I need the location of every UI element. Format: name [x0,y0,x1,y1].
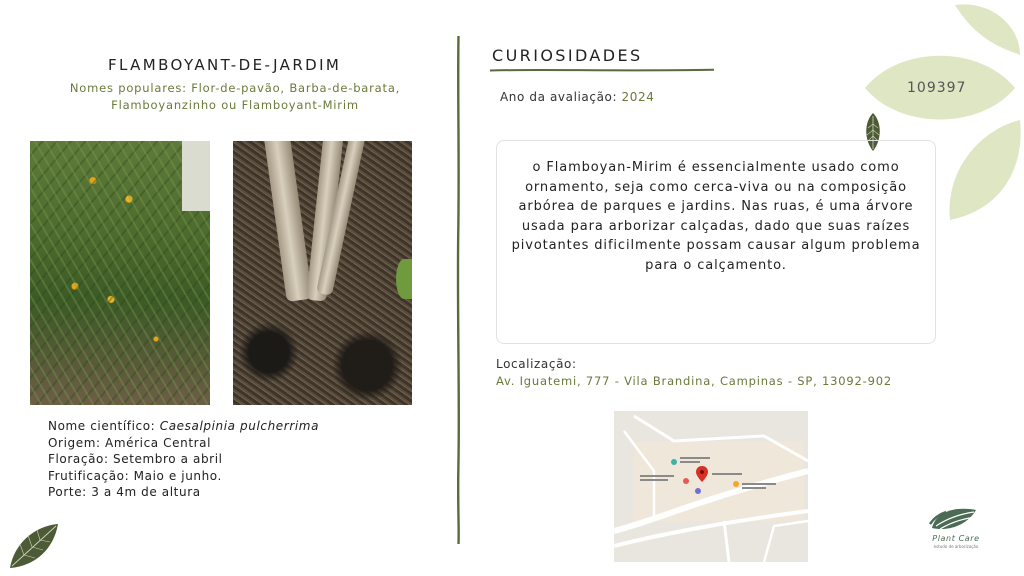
size: Porte: 3 a 4m de altura [48,485,201,500]
scientific-name: Nome científico: Caesalpinia pulcherrima [48,419,320,433]
poi-marker[interactable] [695,488,701,494]
poi-marker[interactable] [683,478,689,484]
scientific-name-value: Caesalpinia pulcherrima [159,419,320,433]
curiosities-title: CURIOSIDADES [492,46,643,65]
plant-photo-flowers [30,141,210,405]
origin: Origem: América Central [48,435,212,450]
location-label: Localização: [496,357,577,371]
plant-photo-trunk [233,141,412,405]
fruiting: Frutificação: Maio e junho. [48,468,222,483]
title-underline [490,67,714,73]
popular-names: Nomes populares: Flor-de-pavão, Barba-de-barata, Flamboyanzinho ou Flamboyant-Mirim [69,81,401,112]
column-divider [456,36,461,544]
poi-marker[interactable] [733,481,739,487]
plant-title: FLAMBOYANT-DE-JARDIM [108,56,342,74]
flowering: Floração: Setembro a abril [48,452,223,467]
brand-tagline: estudo de arborização [933,544,979,549]
evaluation-year: Ano da avaliação: 2024 [500,90,655,104]
leaf-icon [6,522,60,570]
tree-code: 109397 [907,80,967,96]
plant-specs [48,418,319,501]
location-address[interactable]: Av. Iguatemi, 777 - Vila Brandina, Campinas - SP, 13092-902 [496,374,892,388]
poi-marker[interactable] [671,459,677,465]
brand-name: Plant Care [932,534,980,543]
location-map[interactable] [614,411,808,562]
curiosity-text: o Flamboyan-Mirim é essencialmente usado como ornamento, seja como cerca-viva ou na composição arbórea de parques e jardins. Nas ruas, é uma árvore usada para arborizar calçadas, dado que suas raízes pivotantes dificilmente possam causar algum problema para o calçamento. [511,160,921,273]
year-value: 2024 [621,90,655,104]
